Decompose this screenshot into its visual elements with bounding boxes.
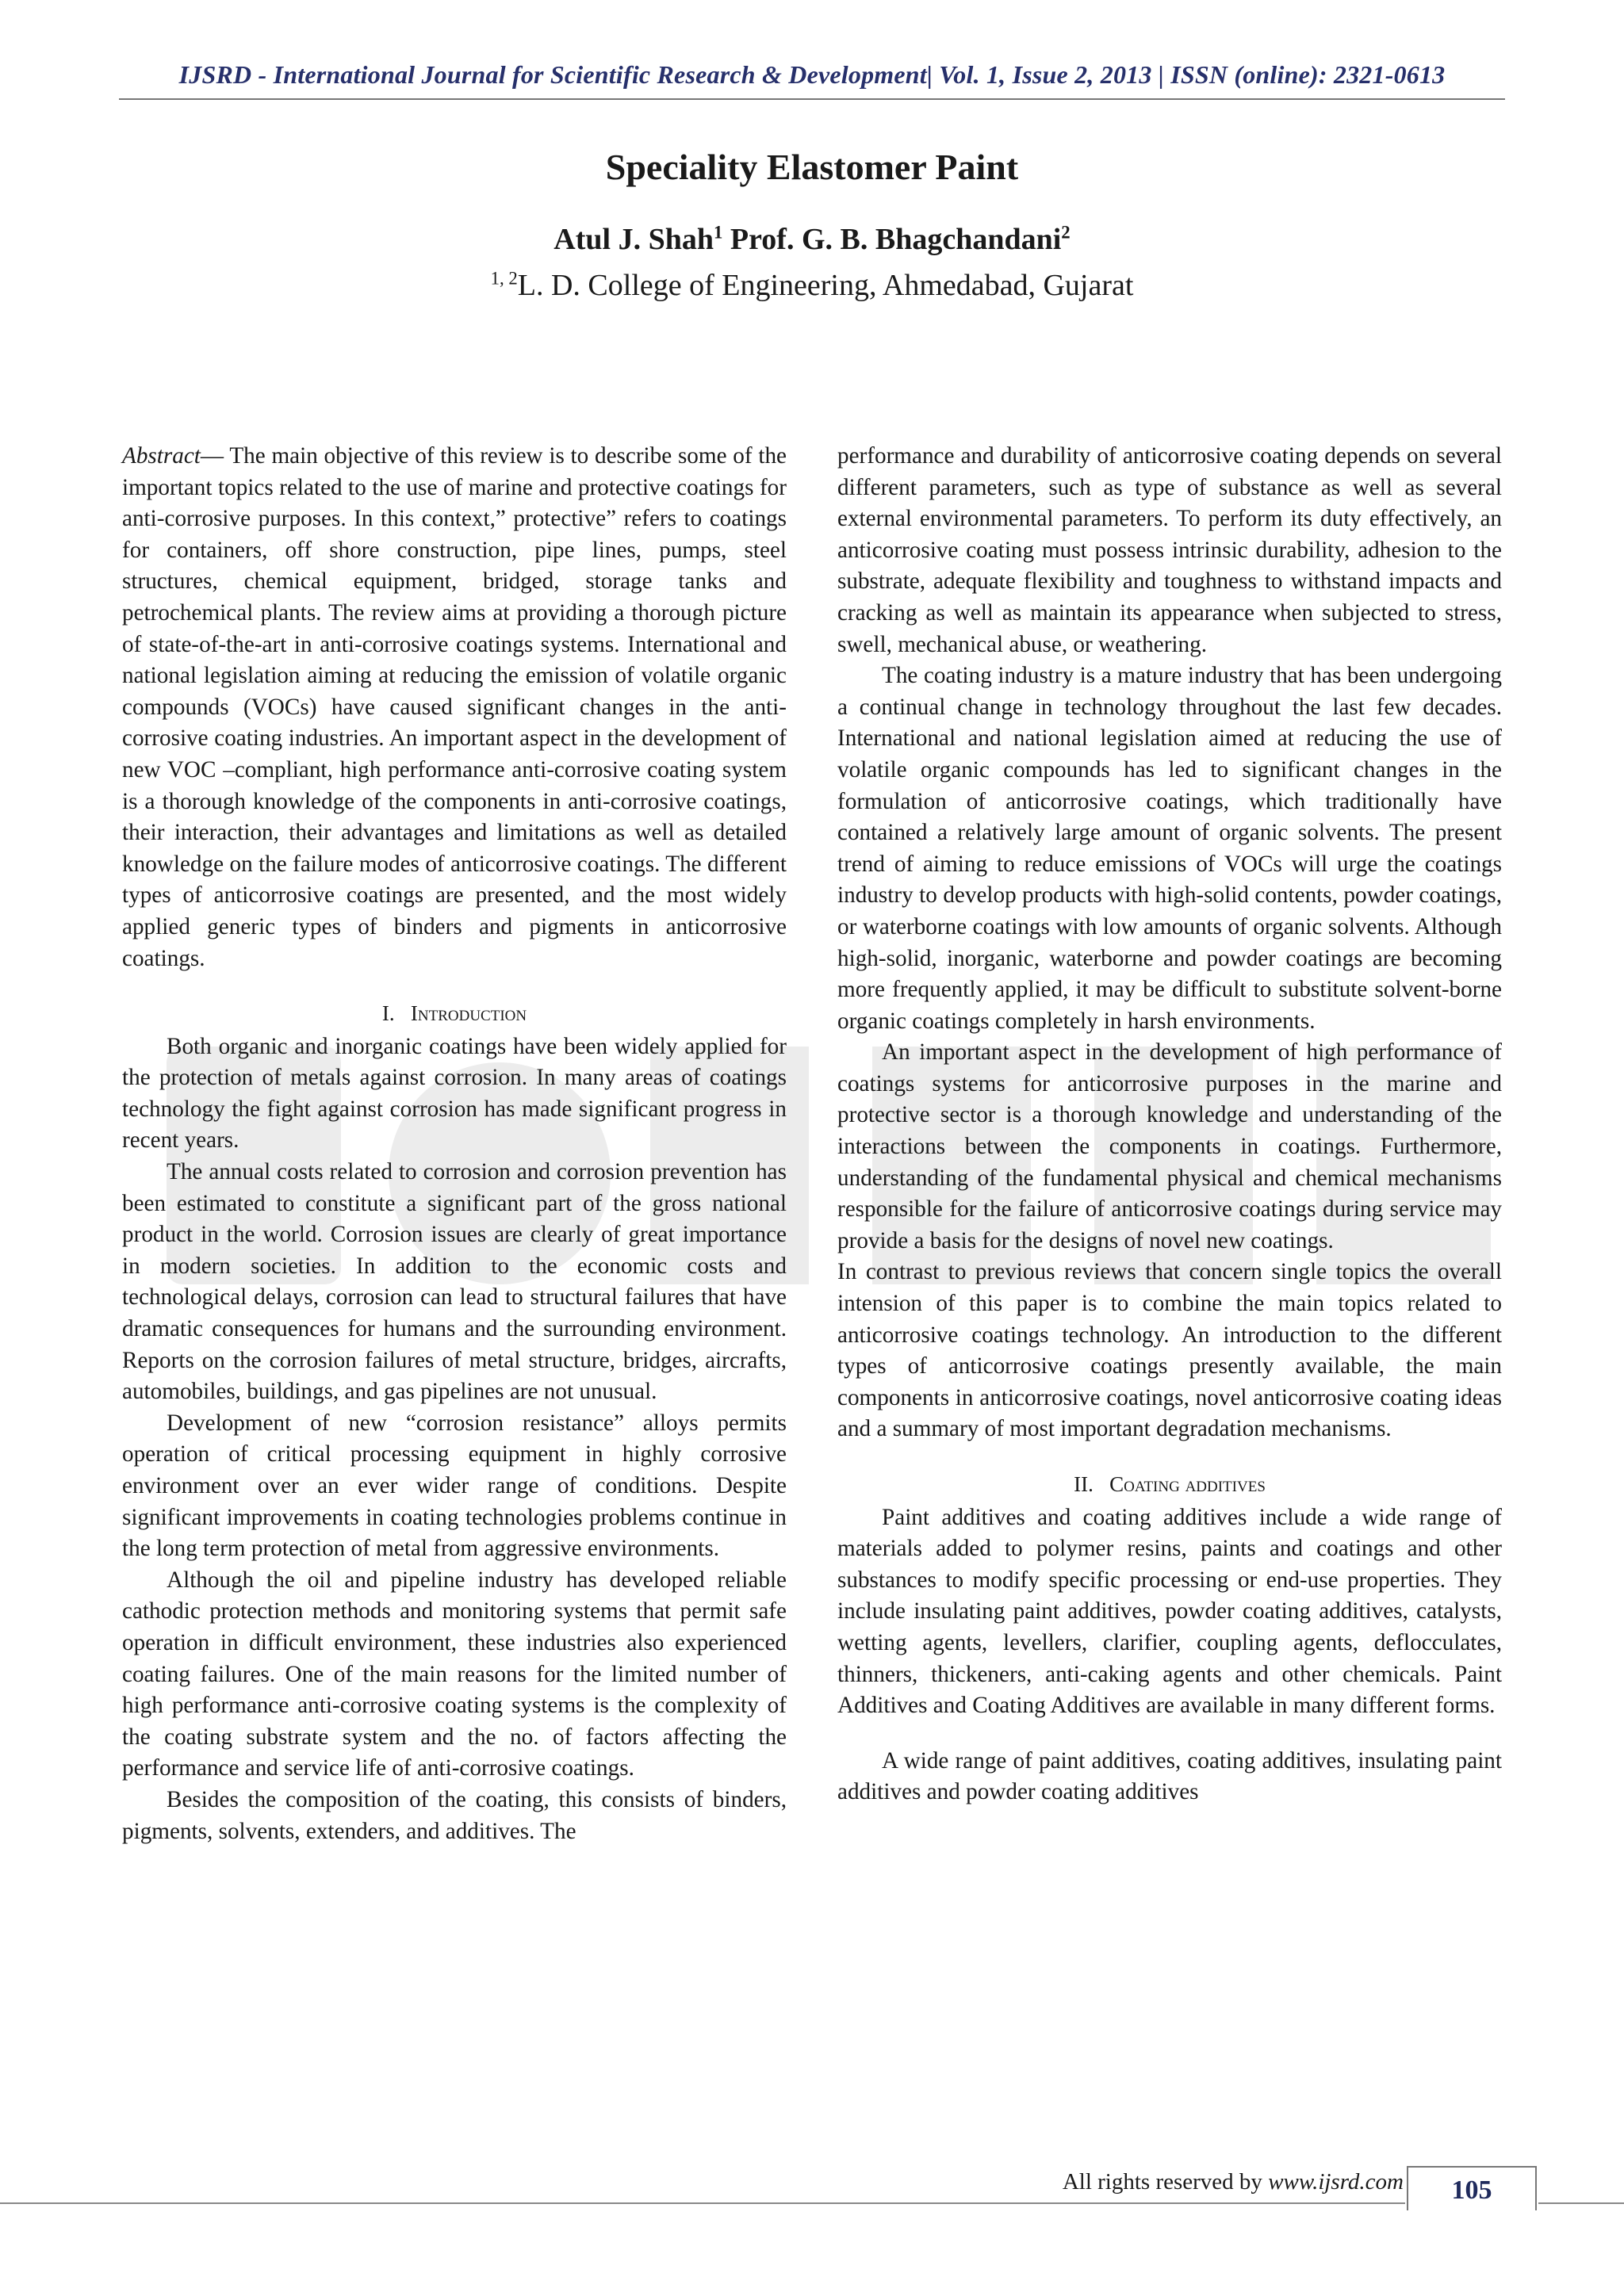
paragraph: The annual costs related to corrosion and corrosion prevention has been estimated to constitute a significant part of the gross national product in the world. Corrosion issues are clearly of great importance in modern societies. In addition to the economic costs and technological delays, corrosion can lead to structural failures that have dramatic consequences for humans and the surrounding environment. Reports on the corrosion failures of metal structure, bridges, aircrafts, automobiles, buildings, and gas pipelines are not unusual. bbox=[122, 1159, 787, 1405]
paragraph: Although the oil and pipeline industry has developed reliable cathodic protection methods and monitoring systems that permit safe operation in difficult environment, these industries also experienced coating failures. One of the main reasons for the limited number of high performance anti-corrosive coating systems is the complexity of the coating substrate system and the no. of factors affecting the performance and service life of anti-corrosive coatings. bbox=[122, 1567, 787, 1781]
affiliation-superscript: 1, 2 bbox=[490, 268, 518, 289]
abstract bbox=[122, 441, 787, 974]
section-heading-introduction bbox=[122, 998, 787, 1030]
section-number: I. bbox=[381, 1001, 395, 1026]
footer-rights-text: All rights reserved by bbox=[1062, 2169, 1269, 2195]
paragraph: performance and durability of anticorrosive coating depends on several different parameters, such as type of substance as well as several external environmental parameters. To perform its duty effectively, an anticorrosive coating must possess intrinsic durability, adhesion to the substrate, adequate flexibility and toughness to withstand impacts and cracking as well as maintain its appearance when subjected to stress, swell, mechanical abuse, or weathering. bbox=[837, 443, 1502, 657]
affiliation-text: L. D. College of Engineering, Ahmedabad, Gujarat bbox=[517, 269, 1134, 302]
section-title: Coating additives bbox=[1109, 1472, 1266, 1496]
abstract-text: The main objective of this review is to describe some of the important topics related to the use of marine and protective coatings for anti-corrosive purposes. In this context,” protective” refers to coatings for containers, off shore construction, pipe lines, pumps, steel structures, chemical equipment, bridged, storage tanks and petrochemical plants. The review aims at providing a thorough picture of state-of-the-art in anti-corrosive coatings systems. International and national legislation aiming at reducing the emission of volatile organic compounds (VOCs) have caused significant changes in the anti-corrosive coating industries. An important aspect in the development of new VOC –compliant, high performance anti-corrosive coating system is a thorough knowledge of the components in anti-corrosive coatings, their interaction, their advantages and limitations as well as detailed knowledge on the failure modes of anticorrosive coatings. The different types of anticorrosive coatings are presented, and the most widely applied generic types of binders and pigments in anticorrosive coatings. bbox=[122, 443, 787, 971]
section-number: II. bbox=[1074, 1472, 1094, 1496]
author-name: Prof. G. B. Bhagchandani bbox=[730, 223, 1062, 256]
abstract-dash: — bbox=[200, 443, 230, 469]
author-line bbox=[0, 222, 1624, 257]
abstract-label: Abstract bbox=[122, 443, 201, 469]
section-heading-coating-additives bbox=[837, 1469, 1502, 1501]
footer-rule bbox=[0, 2202, 1405, 2204]
header-rule bbox=[119, 98, 1505, 100]
footer-site-link[interactable]: www.ijsrd.com bbox=[1268, 2169, 1404, 2195]
affiliation-line bbox=[0, 268, 1624, 303]
journal-header: IJSRD - International Journal for Scientific Research & Development| Vol. 1, Issue 2, 2013 | ISSN (online): 2321-0613 bbox=[178, 60, 1446, 89]
footer-rights bbox=[952, 2169, 1404, 2195]
section-title: Introduction bbox=[410, 1001, 527, 1026]
paragraph: Both organic and inorganic coatings have been widely applied for the protection of metals against corrosion. In many areas of coatings technology the fight against corrosion has made significant progress in recent years. bbox=[122, 1033, 787, 1154]
left-column bbox=[122, 441, 787, 1847]
footer-rule bbox=[1538, 2202, 1624, 2204]
paragraph: Paint additives and coating additives include a wide range of materials added to polymer resins, paints and coatings and other substances to modify specific processing or end-use properties. They include insulating paint additives, powder coating additives, catalysts, wetting agents, levellers, clarifier, coupling agents, deflocculates, thinners, thickeners, anti-caking agents and other chemicals. Paint Additives and Coating Additives are available in many different forms. bbox=[837, 1504, 1502, 1719]
paragraph: An important aspect in the development of high performance of coatings systems for anticorrosive purposes in the marine and protective sector is a thorough knowledge and understanding of the interactions between the components in coatings. Furthermore, understanding of the fundamental physical and chemical mechanisms responsible for the failure of anticorrosive coatings during service may provide a basis for the designs of novel new coatings. bbox=[837, 1039, 1502, 1253]
author-superscript: 1 bbox=[714, 222, 723, 243]
paragraph: Development of new “corrosion resistance” alloys permits operation of critical processing equipment in highly corrosive environment over an ever wider range of conditions. Despite significant improvements in coating technologies problems continue in the long term protection of metal from aggressive environments. bbox=[122, 1410, 787, 1562]
paragraph-gap bbox=[837, 1722, 1502, 1746]
paragraph: A wide range of paint additives, coating additives, insulating paint additives and powder coating additives bbox=[837, 1747, 1502, 1805]
author-superscript: 2 bbox=[1061, 222, 1071, 243]
paper-title: Speciality Elastomer Paint bbox=[605, 147, 1019, 187]
author-name: Atul J. Shah bbox=[553, 223, 714, 256]
right-column bbox=[837, 441, 1502, 1808]
paragraph: In contrast to previous reviews that concern single topics the overall intension of this paper is to combine the main topics related to anticorrosive coatings technology. An introduction to the different types of anticorrosive coatings presently available, the main components in anticorrosive coatings, novel anticorrosive coating ideas and a summary of most important degradation mechanisms. bbox=[837, 1259, 1502, 1442]
page-number: 105 bbox=[1407, 2166, 1537, 2210]
paragraph: The coating industry is a mature industry that has been undergoing a continual change in technology throughout the last few decades. International and national legislation aimed at reducing the use of volatile organic compounds has led to significant changes in the formulation of anticorrosive coatings, which traditionally have contained a relatively large amount of organic solvents. The present trend of aiming to reduce emissions of VOCs will urge the coatings industry to develop products with high-solid contents, powder coatings, or waterborne coatings with low amounts of organic solvents. Although high-solid, inorganic, waterborne and powder coatings are becoming more frequently applied, it may be difficult to substitute solvent-borne organic coatings completely in harsh environments. bbox=[837, 663, 1502, 1034]
paragraph: Besides the composition of the coating, this consists of binders, pigments, solvents, extenders, and additives. The bbox=[122, 1786, 787, 1844]
